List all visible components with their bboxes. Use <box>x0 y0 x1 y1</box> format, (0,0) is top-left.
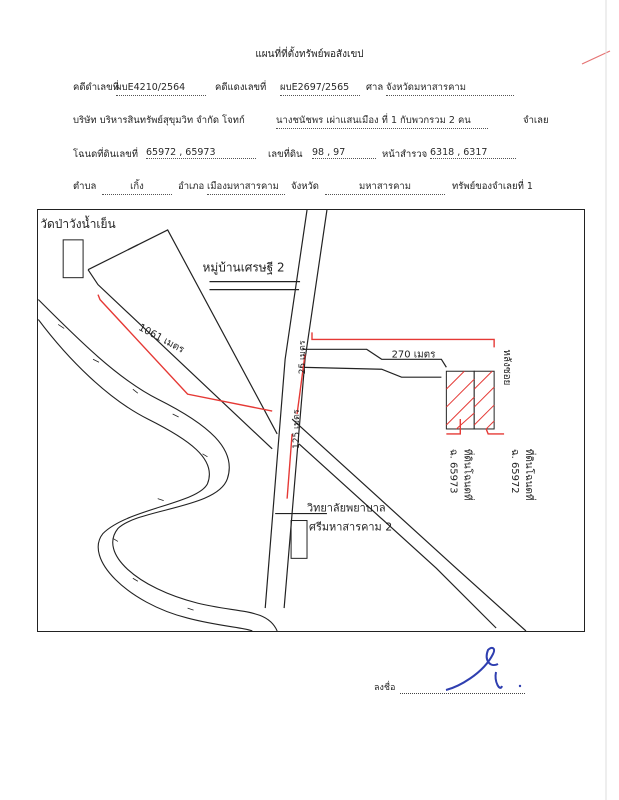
survey-no: 6318 , 6317 <box>430 147 516 159</box>
sign-label: ลงชื่อ <box>374 683 396 693</box>
subdistrict: เกิ้ง <box>102 179 172 195</box>
deed-label: โฉนดที่ดินเลขที่ <box>73 149 138 160</box>
river <box>38 300 277 631</box>
measurement-lines <box>98 295 504 499</box>
temple-label: วัดป่าวังน้ำเย็น <box>40 216 116 231</box>
subdistrict-label: ตำบล <box>73 181 97 192</box>
document-title: แผนที่ที่ตั้งทรัพย์พอสังเขป <box>255 49 364 60</box>
province: มหาสารคาม <box>325 179 445 195</box>
road-vertical-right <box>284 210 327 608</box>
distance-1061: 1061 เมตร <box>136 322 186 356</box>
plot-b-number: ฉ. 65972 <box>509 448 521 494</box>
land-no: 98 , 97 <box>312 147 376 159</box>
land-plots <box>446 371 494 429</box>
district: เมืองมหาสารคาม <box>207 179 285 195</box>
location-map <box>37 209 585 632</box>
district-label: อำเภอ <box>178 181 205 192</box>
land-label: เลขที่ดิน <box>268 149 303 160</box>
corner-mark <box>580 48 615 68</box>
red-case-no: ผบE2697/2565 <box>280 80 360 96</box>
red-case-label: คดีแดงเลขที่ <box>215 82 267 93</box>
plaintiff: บริษัท บริหารสินทรัพย์สุขุมวิท จำกัด โจทก์ <box>73 115 245 126</box>
plot-a-label: ที่ดินโฉนดที่ <box>461 448 473 501</box>
college-label: วิทยาลัยพยาบาล <box>307 501 386 515</box>
black-case-no: ผบE4210/2564 <box>116 80 206 96</box>
survey-label: หน้าสำรวจ <box>382 149 428 160</box>
distance-125: 125 เมตร <box>292 409 303 449</box>
owner-text: ทรัพย์ของจำเลยที่ 1 <box>452 181 533 192</box>
black-case-label: คดีดำเลขที่ <box>73 82 119 93</box>
plot-a-number: ฉ. 65973 <box>447 448 459 494</box>
road-diag-lower <box>88 270 272 449</box>
page-edge-line <box>604 0 608 800</box>
defendant-suffix: จำเลย <box>523 115 549 126</box>
temple-building <box>63 240 83 278</box>
defendant: นางชนัชพร เผ่าแสนเมือง ที่ 1 กับพวกรวม 2 คน <box>276 113 488 129</box>
college-label-2: ศรีมหาสารคาม 2 <box>309 520 393 534</box>
province-label: จังหวัด <box>291 181 319 192</box>
plot-b-label: ที่ดินโฉนดที่ <box>522 448 534 501</box>
court-label: ศาล <box>366 82 384 93</box>
signature-line <box>400 693 525 694</box>
college-building <box>291 521 307 559</box>
alley-label: หลังซอย <box>501 349 513 386</box>
court-name: จังหวัดมหาสารคาม <box>386 80 514 96</box>
deed-no: 65972 , 65973 <box>146 147 256 159</box>
distance-270: 270 เมตร <box>391 349 436 361</box>
distance-25: 25 เมตร <box>298 340 309 375</box>
village-label: หมู่บ้านเศรษฐี 2 <box>202 260 285 275</box>
